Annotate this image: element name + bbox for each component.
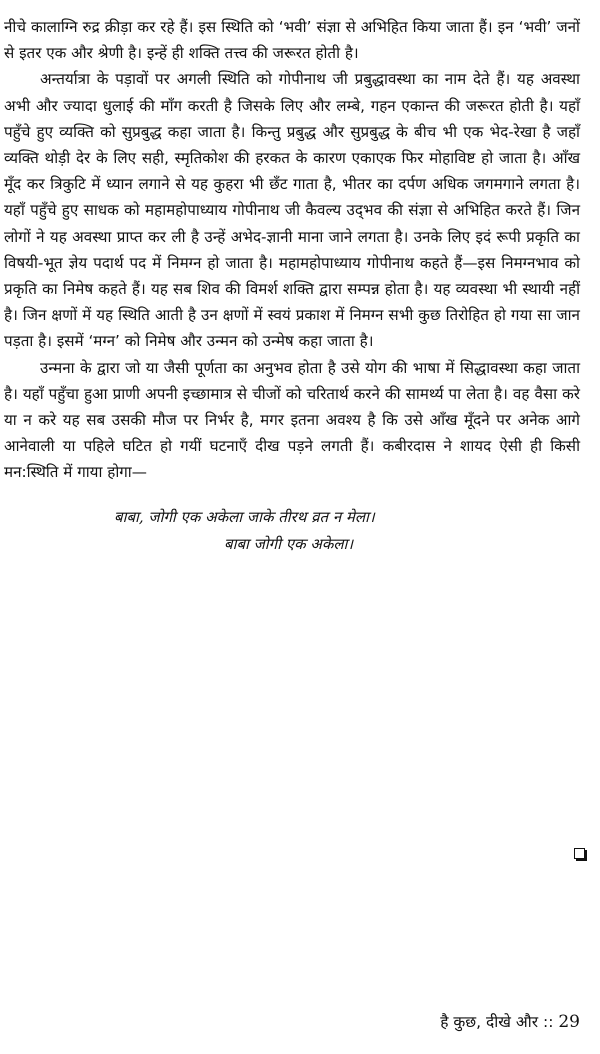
page-footer bbox=[440, 1012, 580, 1032]
page-number: 29 bbox=[558, 1012, 580, 1032]
paragraph-siddhavastha: उन्मना के द्वारा जो या जैसी पूर्णता का अनुभव होता है उसे योग की भाषा में सिद्धावस्था कहा जाता है। यहाँ पहुँचा हुआ प्राणी अपनी इच्छामात्र से चीजों को चरितार्थ करने की सामर्थ्य पा लेता है। वह वैसा करे या न करे यह सब उसकी मौज पर निर्भर है, मगर इतना अवश्य है कि उसे आँख मूँदने पर अनेक आगे आनेवाली या पहिले घटित हो गयीं घटनाएँ दीख पड़ने लगती हैं। कबीरदास ने शायद ऐसी ही किसी मन:स्थिति में गाया होगा— bbox=[4, 358, 580, 482]
kabir-verse bbox=[4, 504, 580, 558]
section-end-square-icon bbox=[574, 848, 585, 859]
verse-line-2: बाबा जोगी एक अकेला। bbox=[224, 534, 354, 553]
paragraph-prabuddhavastha: अन्तर्यात्रा के पड़ावों पर अगली स्थिति को गोपीनाथ जी प्रबुद्धावस्था का नाम देते हैं। यह अवस्था अभी और ज्यादा धुलाई की माँग करती है जिसके लिए और लम्बे, गहन एकान्त की जरूरत होती है। यहाँ पहुँचे हुए व्यक्ति को सुप्रबुद्ध कहा जाता है। किन्तु प्रबुद्ध और सुप्रबुद्ध के बीच भी एक भेद-रेखा है जहाँ व्यक्ति थोड़ी देर के लिए सही, स्मृतिकोश की हरकत के कारण एकाएक फिर मोहाविष्ट हो जाता है। आँख मूँद कर त्रिकुटि में ध्यान लगाने से यह कुहरा भी छँट गाता है, भीतर का दर्पण अधिक जगमगाने लगता है। यहाँ पहुँचे हुए साधक को महामहोपाध्याय गोपीनाथ जी कैवल्य उद्‌भव की संज्ञा से अभिहित करते हैं। जिन लोगों ने यह अवस्था प्राप्त कर ली है उन्हें अभेद-ज्ञानी माना जाने लगता है। उनके लिए इदं रूपी प्रकृति का विषयी-भूत ज्ञेय पदार्थ पद में निमग्न हो जाता है। महामहोपाध्याय गोपीनाथ कहते हैं—इस निमग्नभाव को प्रकृति का निमेष कहते हैं। यह सब शिव की विमर्श शक्ति द्वारा सम्पन्न होता है। यह व्यवस्था भी स्थायी नहीं है। जिन क्षणों में यह स्थिति आती है उन क्षणों में स्वयं प्रकाश में निमग्न सभी कुछ तिरोहित हो गया सा जान पड़ता है। इसमें ‘मग्न’ को निमेष और उन्मन को उन्मेष कहा जाता है। bbox=[4, 70, 580, 351]
paragraph-continuation: नीचे कालाग्नि रुद्र क्रीड़ा कर रहे हैं। इस स्थिति को ‘भवी’ संज्ञा से अभिहित किया जाता हैं। इन ‘भवी’ जनों से इतर एक और श्रेणी है। इन्हें ही शक्ति तत्त्व की जरूरत होती है। bbox=[4, 18, 580, 63]
running-title: है कुछ, दीखे और :: bbox=[440, 1013, 554, 1031]
verse-line-1: बाबा, जोगी एक अकेला जाके तीरथ व्रत न मेला। bbox=[114, 507, 375, 526]
